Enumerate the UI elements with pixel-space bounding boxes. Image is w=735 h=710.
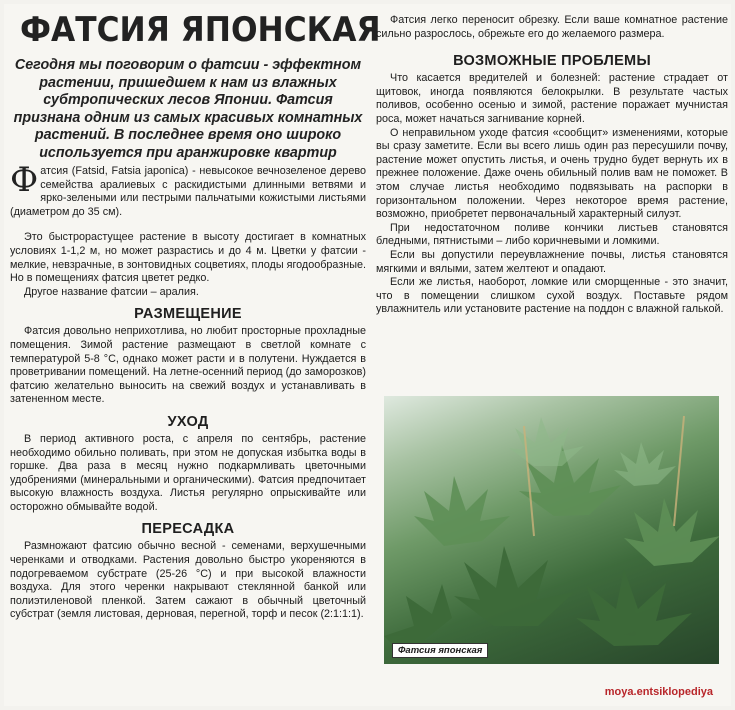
source-watermark: moya.entsiklopediya xyxy=(604,686,713,698)
article-title: ФАТСИЯ ЯПОНСКАЯ xyxy=(20,10,381,50)
wrong-care-paragraph: О неправильном уходе фатсия «сообщит» изменениями, которые вы сразу заметите. Если вы всего лишь один раз пересушили почву, растение может опустить листья, и очень трудно будет вернуть их в прежнее положение. Даже очень обильный полив вам не поможет. В этом случае листья необходимо подвязывать на распорки в горизонтальном положении. Через некоторое время растение, возможно, приобретет первоначальный характерный силуэт. xyxy=(376,126,728,221)
overwatering-paragraph: Если вы допустили переувлажнение почвы, листья становятся мягкими и вялыми, затем желтеют и опадают. xyxy=(376,248,728,275)
plant-leaves-illustration xyxy=(384,396,719,664)
problems-heading: ВОЗМОЖНЫЕ ПРОБЛЕМЫ xyxy=(453,53,651,70)
placement-paragraph: Фатсия довольно неприхотлива, но любит просторные прохладные помещения. Зимой растение размещают в светлой комнате с температурой 5-8 °С, однако может расти и в полутени. Нуждается в проветривании помещений. На летне-осенний период (до заморозков) фатсию желательно выносить на свежий воздух и устанавливать в затененном месте. xyxy=(10,325,366,406)
growth-paragraph: Это быстрорастущее растение в высоту достигает в комнатных условиях 1-1,2 м, но может разрастись и до 4 м. Цветки у фатсии - мелкие, невзрачные, в зонтовидных соцветиях, плоды ягодообразные. Но в помещениях фатсия цветет редко. xyxy=(10,231,366,285)
drop-cap: Ф xyxy=(10,160,39,200)
care-heading: УХОД xyxy=(167,413,209,430)
newspaper-page xyxy=(4,4,731,706)
left-column xyxy=(10,4,381,622)
transplant-paragraph: Размножают фатсию обычно весной - семенами, верхушечными черенками и отводками. Растения довольно быстро укореняются в подогреваемом субстрате (25-26 °С) и при высокой влажности воздуха. Для этого черенки накрывают стеклянной банкой или полиэтиленовой пленкой. Затем сажают в обычный цветочный субстрат (земля листовая, дерновая, перегной, торф и песок (2:1:1:1). xyxy=(10,540,366,621)
dry-air-paragraph: Если же листья, наоборот, ломкие или сморщенные - это значит, что в помещении слишком сухой воздух. Поставьте рядом увлажнитель или установите растение на поддон с влажной галькой. xyxy=(376,276,728,316)
right-column xyxy=(376,4,728,656)
pests-paragraph: Что касается вредителей и болезней: растение страдает от щитовок, иногда появляются белокрылки. В результате частых поливов, особенно осенью и зимой, растение поражает мучнистая роса, может начаться загнивание корней. xyxy=(376,72,728,125)
fatsia-photo xyxy=(384,396,719,664)
intro-paragraph xyxy=(10,160,366,219)
article-lead: Сегодня мы поговорим о фатсии - эффектном растении, пришедшем к нам из влажных субтропических лесов Японии. Фатсия признана одним из самых красивых комнатных растений. В последнее время оно широко используется при аранжировке квартир xyxy=(13,57,363,161)
alt-name-paragraph: Другое название фатсии – аралия. xyxy=(24,285,199,298)
intro-text: атсия (Fatsid, Fatsia japonica) - невысокое вечнозеленое дерево семейства аралиевых с раскидистыми длинными ветвями и ярко-зелеными или пестрыми пальчатыми кожистыми листьями (диаметром до 35 см). xyxy=(10,165,366,218)
photo-caption: Фатсия японская xyxy=(392,643,488,658)
underwatering-paragraph: При недостаточном поливе кончики листьев становятся бледными, пятнистыми – либо коричневыми и ломкими. xyxy=(376,221,728,248)
transplant-heading: ПЕРЕСАДКА xyxy=(141,521,235,538)
pruning-paragraph: Фатсия легко переносит обрезку. Если ваше комнатное растение сильно разрослось, обрежьте его до желаемого размера. xyxy=(376,14,728,40)
placement-heading: РАЗМЕЩЕНИЕ xyxy=(134,306,242,323)
care-paragraph: В период активного роста, с апреля по сентябрь, растение необходимо обильно поливать, при этом не допуская избытка воды в горшке. Два раза в месяц нужно подкармливать цветочными удобрениями (минеральными и органическими). Фатсия предпочитает высокую влажность воздуха. Листья регулярно опрыскивайте или осторожно обмывайте водой. xyxy=(10,432,366,513)
